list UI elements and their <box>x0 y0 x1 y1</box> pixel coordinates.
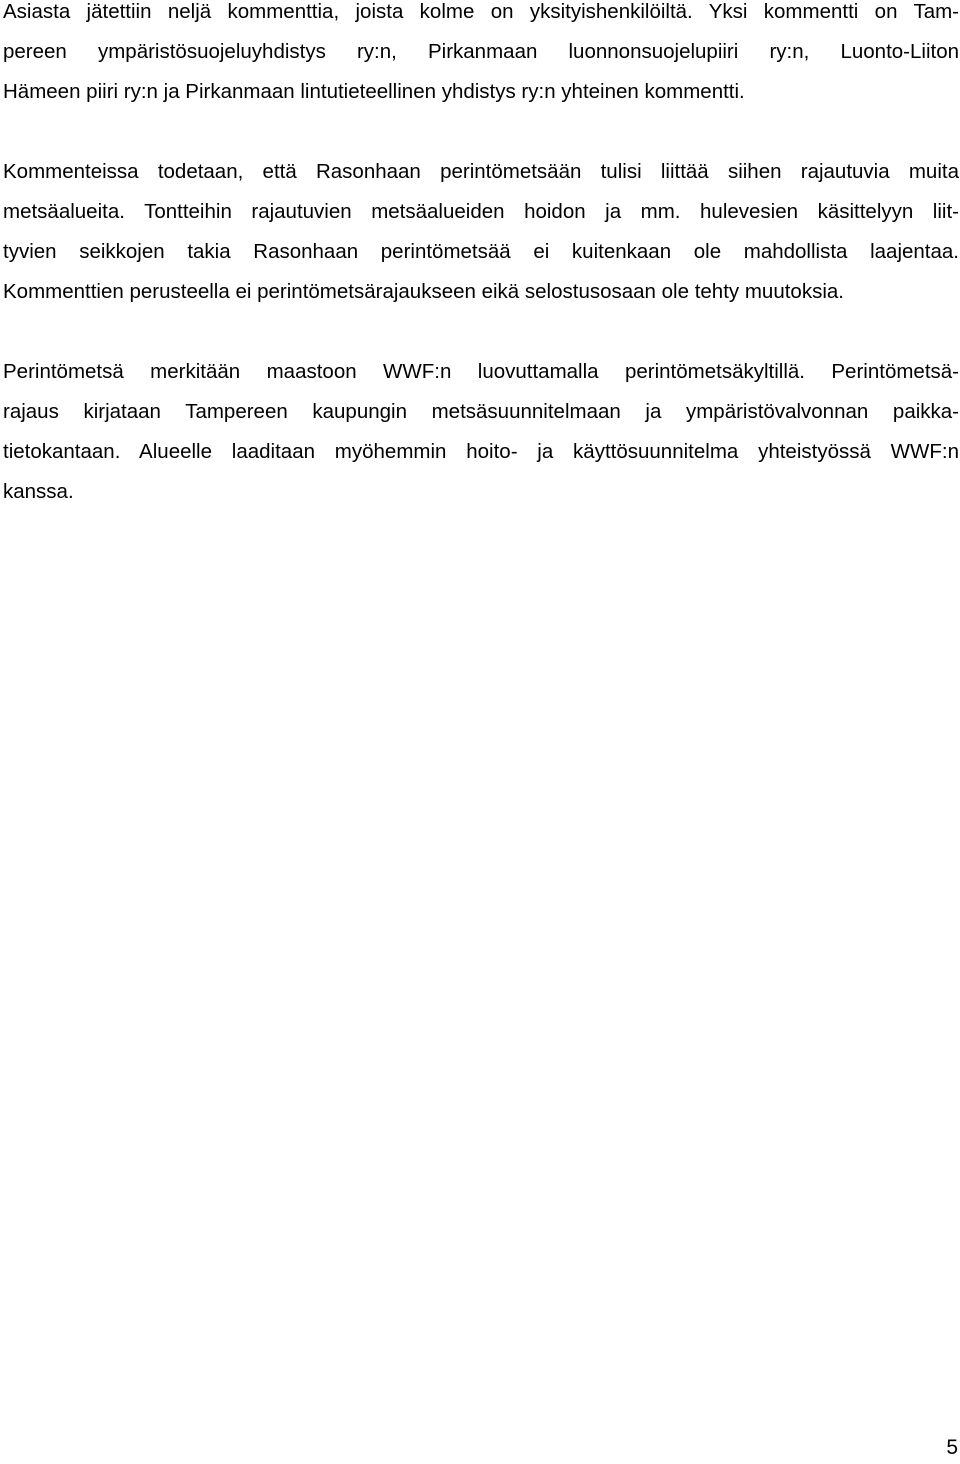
document-body <box>3 0 959 552</box>
paragraph-comments-received <box>3 0 959 112</box>
text-line: Kommenteissa todetaan, että Rasonhaan perintömetsään tulisi liittää siihen rajautuvia muita <box>3 160 959 183</box>
text-line: Asiasta jätettiin neljä kommenttia, joista kolme on yksityishenkilöiltä. Yksi kommentti on Tam- <box>3 0 959 23</box>
text-line: metsäalueita. Tontteihin rajautuvien metsäalueiden hoidon ja mm. hulevesien käsittelyyn liit- <box>3 200 959 223</box>
text-line: Perintömetsä merkitään maastoon WWF:n luovuttamalla perintömetsäkyltillä. Perintömetsä- <box>3 360 959 383</box>
paragraph-comment-response <box>3 152 959 312</box>
text-line: tyvien seikkojen takia Rasonhaan perintömetsää ei kuitenkaan ole mahdollista laajentaa. <box>3 240 959 263</box>
text-line: kanssa. <box>3 480 74 503</box>
text-line: rajaus kirjataan Tampereen kaupungin metsäsuunnitelmaan ja ympäristövalvonnan paikka- <box>3 400 959 423</box>
page-number: 5 <box>946 1436 958 1459</box>
text-line: tietokantaan. Alueelle laaditaan myöhemmin hoito- ja käyttösuunnitelma yhteistyössä WWF:n <box>3 440 959 463</box>
text-line: pereen ympäristösuojeluyhdistys ry:n, Pirkanmaan luonnonsuojelupiiri ry:n, Luonto-Liiton <box>3 40 959 63</box>
paragraph-marking-and-plans <box>3 352 959 512</box>
text-line: Kommenttien perusteella ei perintömetsärajaukseen eikä selostusosaan ole tehty muutoksia. <box>3 280 844 303</box>
text-line: Hämeen piiri ry:n ja Pirkanmaan lintutieteellinen yhdistys ry:n yhteinen kommentti. <box>3 80 745 103</box>
